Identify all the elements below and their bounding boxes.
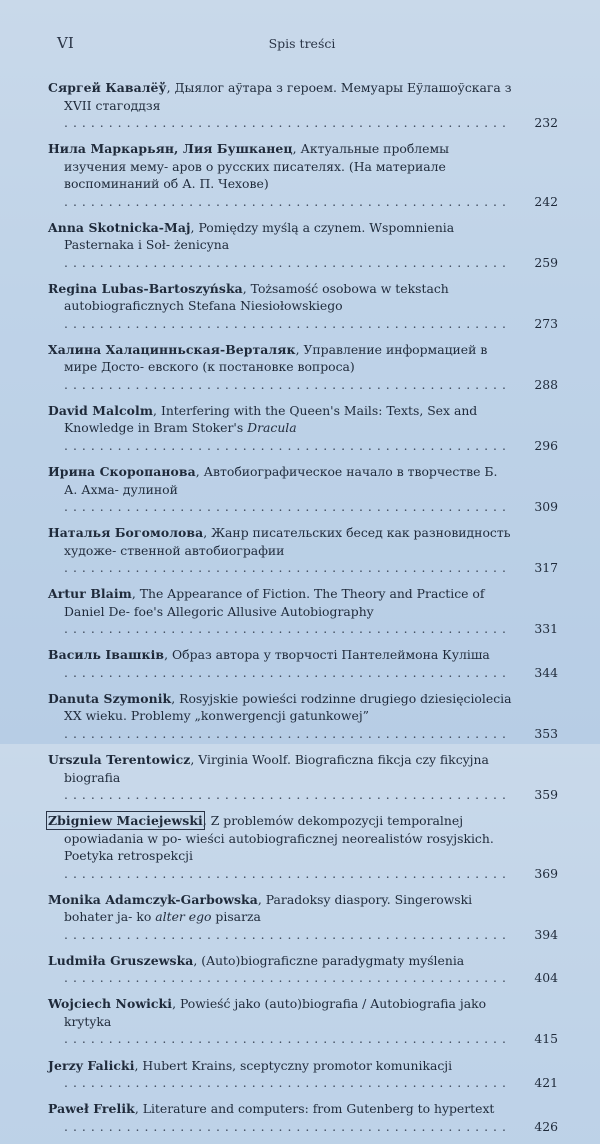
toc-entry: David Malcolm, Interfering with the Queen's Mails: Texts, Sex and Knowledge in Bram Stoker's Dracula .................................................. 296	[48, 402, 558, 453]
entry-title: Virginia Woolf. Biograficzna fikcja czy fikcyjna biografia	[64, 752, 489, 785]
entry-title-cont: in Bram Stoker's	[137, 420, 248, 436]
entry-title: Literature and computers: from Gutenberg to hypertext	[142, 1101, 495, 1117]
entry-page-number: 273	[534, 315, 558, 331]
page-title: Spis treści	[268, 36, 336, 51]
toc-entry: Danuta Szymonik, Rosyjskie powieści rodzinne drugiego dziesięciolecia XX wieku. Problemy „konwergencji gatunkowej” .................................................. 353	[48, 690, 558, 741]
toc-entry: Artur Blaim, The Appearance of Fiction. The Theory and Practice of Daniel De- foe's Allegoric Allusive Autobiography .................................................. 331	[48, 586, 558, 637]
dot-leader: ..................................................	[64, 193, 511, 209]
entry-title: Interfering with the Queen's Mails: Texts, Sex and Knowledge	[64, 402, 478, 436]
entry-title: Z problemów dekompozycji temporalnej opowiadania w po-	[64, 813, 464, 846]
entry-title-italic: alter ego	[155, 909, 212, 925]
entry-title-cont: foe's Allegoric Allusive Autobiography	[133, 603, 374, 619]
toc-entry: Сяргей Кавалёў, Дыялог аўтара з героем. Мемуары Еўлашоўскага з XVII стагоддзя .................................................. 232	[48, 80, 558, 130]
dot-leader: ..................................................	[64, 115, 511, 130]
toc-entry: Anna Skotnicka-Maj, Pomiędzy myślą a czynem. Wspomnienia Pasternaka i Soł- żenicyna .................................................. 259	[48, 219, 558, 270]
dot-leader: ..................................................	[64, 865, 511, 881]
entry-title: Управление информацией в мире Досто-	[64, 341, 488, 375]
entry-title: Tożsamość osobowa w tekstach autobiograficznych	[64, 280, 449, 314]
entry-title-cont: ko	[136, 909, 156, 925]
entry-page-number: 242	[534, 193, 558, 209]
entry-title: Дыялог аўтара з героем. Мемуары Еўлашоўскага з XVII	[64, 80, 512, 113]
dot-leader: ..................................................	[64, 1118, 511, 1134]
entry-title: Powieść jako (auto)biografia / Autobiografia jako krytyka	[64, 996, 487, 1029]
entry-page-number: 353	[534, 725, 558, 741]
dot-leader: ..................................................	[64, 1075, 511, 1090]
entry-author: Monika Adamczyk-Garbowska	[48, 891, 258, 907]
entry-page-number: 421	[534, 1075, 558, 1090]
toc-entry: Халина Халацинньская-Верталяк, Управление информацией в мире Досто- евского (к постановке вопроса) .................................................. 288	[48, 341, 558, 392]
entry-title: Paradoksy diaspory. Singerowski bohater ja-	[64, 891, 473, 925]
toc-entry: Wojciech Nowicki, Powieść jako (auto)biografia / Autobiografia jako krytyka .................................................. 415	[48, 996, 558, 1047]
entry-page-number: 394	[534, 926, 558, 942]
toc-entry: Наталья Богомолова, Жанр писательских бесед как разновидность художе- ственной автобиографии .................................................. 317	[48, 525, 558, 576]
entry-author: Urszula Terentowicz	[48, 752, 191, 768]
entry-title-cont: wieści autobiograficznej neorealistów rosyjskich. Poetyka retrospekcji	[64, 830, 494, 864]
entry-author: Нила Маркарьян, Лия Бушканец	[48, 141, 293, 157]
toc-entry: Нила Маркарьян, Лия Бушканец, Актуальные проблемы изучения мему- аров о русских писателях. (На материале воспоминаний об А. П. Чехове) .................................................. 242	[48, 141, 558, 209]
entry-author: Danuta Szymonik	[48, 690, 172, 706]
toc-entry: Regina Lubas-Bartoszyńska, Tożsamość osobowa w tekstach autobiograficznych Stefana Niesiołowskiego .................................................. 273	[48, 280, 558, 331]
entry-author: Wojciech Nowicki	[48, 996, 173, 1012]
entry-title: Hubert Krains, sceptyczny promotor komunikacji	[142, 1057, 453, 1073]
entry-page-number: 415	[534, 1031, 558, 1047]
entry-page-number: 359	[534, 787, 558, 803]
entry-author: Regina Lubas-Bartoszyńska	[48, 280, 243, 296]
toc-entry: Zbigniew Maciejewski, Z problemów dekompozycji temporalnej opowiadania w po- wieści autobiograficznej neorealistów rosyjskich. Poetyka retrospekcji .................................................. 369	[48, 813, 558, 881]
dot-leader: ..................................................	[64, 787, 511, 803]
entry-title-cont: стагоддзя	[95, 97, 161, 113]
entry-page-number: 296	[534, 437, 558, 453]
entry-title: Образ автора у творчості Пантелеймона Куліша	[172, 647, 490, 663]
entry-page-number: 426	[534, 1118, 558, 1134]
entry-author: Ludmiła Gruszewska	[48, 952, 194, 968]
toc-entry: Василь Івашків, Образ автора у творчості Пантелеймона Куліша .................................................. 344	[48, 647, 558, 680]
entry-page-number: 404	[534, 970, 558, 986]
entry-page-number: 232	[534, 115, 558, 130]
dot-leader: ..................................................	[64, 926, 511, 942]
entry-page-number: 317	[534, 560, 558, 576]
dot-leader: ..................................................	[64, 664, 511, 680]
dot-leader: ..................................................	[64, 376, 511, 392]
entry-page-number: 309	[534, 499, 558, 515]
toc-entry: Jerzy Falicki, Hubert Krains, sceptyczny promotor komunikacji .................................................. 421	[48, 1057, 558, 1090]
table-of-contents	[48, 79, 558, 1144]
dot-leader: ..................................................	[64, 1031, 511, 1047]
toc-entry: Paweł Frelik, Literature and computers: from Gutenberg to hypertext .................................................. 426	[48, 1101, 558, 1134]
toc-entry: Ludmiła Gruszewska, (Auto)biograficzne paradygmaty myślenia .................................................. 404	[48, 952, 558, 986]
entry-author: Сяргей Кавалёў	[48, 80, 167, 95]
entry-author: Халина Халацинньская-Верталяк	[48, 341, 296, 357]
entry-author: Ирина Скоропанова	[48, 464, 196, 480]
entry-title-cont: ственной автобиографии	[120, 542, 285, 558]
entry-page-number: 344	[534, 664, 558, 680]
entry-author: Zbigniew Maciejewski	[48, 813, 203, 829]
entry-title-cont: аров о русских писателях. (На материале воспоминаний об А. П. Чехове)	[64, 158, 446, 192]
toc-entry: Ирина Скоропанова, Автобиографическое начало в творчестве Б. А. Ахма- дулиной .................................................. 309	[48, 464, 558, 515]
entry-author: Paweł Frelik	[48, 1101, 135, 1117]
toc-entry: Urszula Terentowicz, Virginia Woolf. Biograficzna fikcja czy fikcyjna biografia .................................................. 359	[48, 752, 558, 803]
entry-title: Rosyjskie powieści rodzinne drugiego dziesięciolecia XX wieku.	[64, 690, 512, 724]
dot-leader: ..................................................	[64, 970, 511, 986]
entry-page-number: 369	[534, 865, 558, 881]
entry-page-number: 288	[534, 376, 558, 392]
dot-leader: ..................................................	[64, 621, 511, 637]
entry-title-cont: евского (к постановке вопроса)	[148, 359, 355, 375]
entry-author: Наталья Богомолова	[48, 525, 204, 541]
entry-title: The Appearance of Fiction. The Theory and Practice of Daniel De-	[64, 586, 485, 619]
dot-leader: ..................................................	[64, 560, 511, 576]
dot-leader: ..................................................	[64, 437, 511, 453]
page-header	[57, 34, 547, 54]
entry-title-cont: Problemy „konwergencji gatunkowej”	[130, 708, 370, 724]
entry-title: Актуальные проблемы изучения мему-	[64, 141, 449, 174]
entry-author: Anna Skotnicka-Maj	[48, 219, 191, 235]
entry-title: Автобиографическое начало в творчестве Б. А. Ахма-	[64, 464, 498, 497]
entry-author: Jerzy Falicki	[48, 1057, 135, 1073]
entry-title-italic: Dracula	[247, 420, 297, 436]
entry-title: (Auto)biograficzne paradygmaty myślenia	[201, 952, 465, 968]
entry-author: David Malcolm	[48, 402, 154, 418]
dot-leader: ..................................................	[64, 725, 511, 741]
entry-page-number: 331	[534, 621, 558, 637]
entry-title-cont: pisarza	[211, 909, 261, 925]
entry-author: Василь Івашків	[48, 647, 165, 663]
dot-leader: ..................................................	[64, 315, 511, 331]
entry-title: Pomiędzy myślą a czynem. Wspomnienia Pasternaka i Soł-	[64, 219, 455, 253]
entry-title: Жанр писательских бесед как разновидность художе-	[64, 525, 511, 558]
page-number: VI	[57, 34, 74, 52]
entry-title-cont: Stefana Niesiołowskiego	[188, 298, 343, 314]
entry-title-cont: дулиной	[122, 481, 178, 497]
entry-page-number: 259	[534, 254, 558, 270]
entry-author: Artur Blaim	[48, 586, 132, 602]
dot-leader: ..................................................	[64, 254, 511, 270]
entry-title-cont: żenicyna	[173, 237, 230, 253]
dot-leader: ..................................................	[64, 499, 511, 515]
toc-entry: Monika Adamczyk-Garbowska, Paradoksy diaspory. Singerowski bohater ja- ko alter ego pisarza .................................................. 394	[48, 891, 558, 942]
